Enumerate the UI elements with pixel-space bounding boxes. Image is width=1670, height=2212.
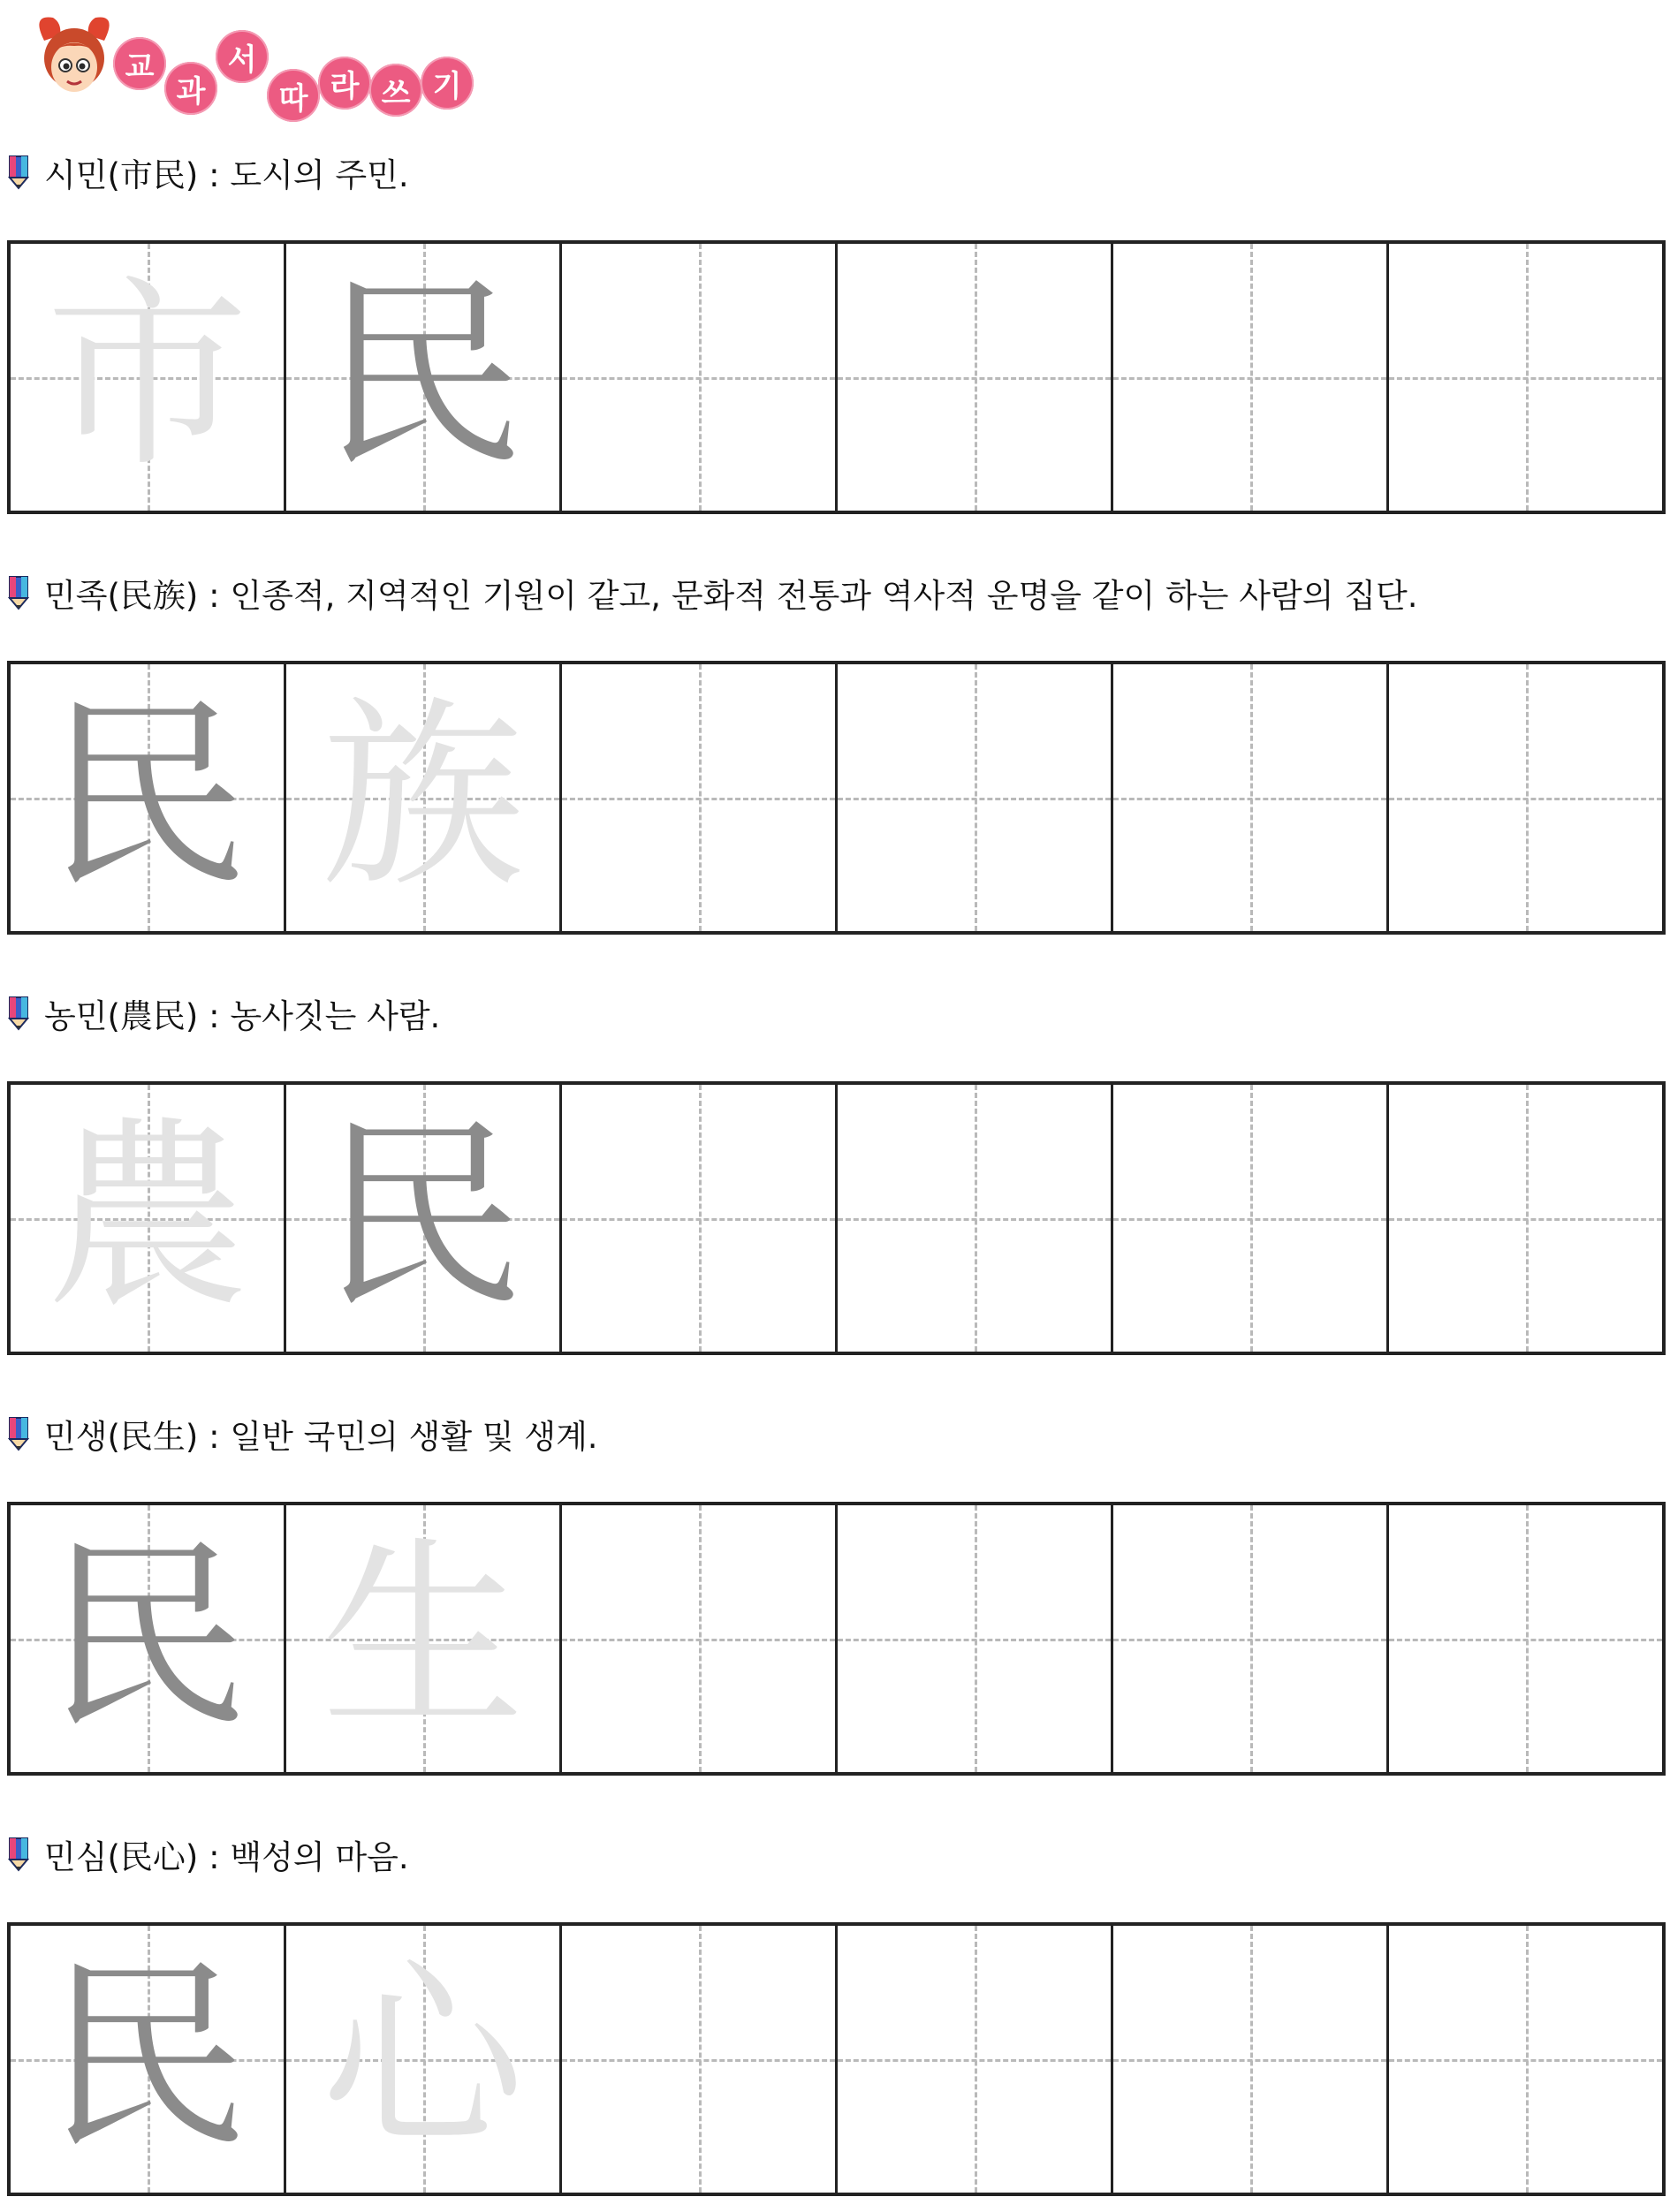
hanja-character: 民 [45,1520,249,1756]
hanja-character: 民 [321,259,525,495]
practice-cell[interactable] [1113,1505,1389,1772]
horizontal-guide-line [1113,2059,1386,2062]
practice-cell[interactable] [1113,664,1389,931]
horizontal-guide-line [562,798,835,800]
hanja-character: 生 [321,1520,525,1756]
term-text: 농민(農民) : 농사짓는 사람. [44,997,441,1035]
girl-mascot-icon [27,5,124,102]
model-character-cell [11,1085,286,1352]
header-title-char: 서 [216,30,269,83]
header-title-char: 따 [267,69,320,122]
practice-cell[interactable] [1113,1085,1389,1352]
practice-cell[interactable] [1389,1926,1662,2193]
practice-cell[interactable] [562,664,838,931]
practice-cell[interactable] [838,1926,1113,2193]
pencil-icon [7,996,30,1031]
term-text: 민생(民生) : 일반 국민의 생활 및 생계. [44,1418,598,1456]
horizontal-guide-line [838,1639,1111,1641]
horizontal-guide-line [562,1218,835,1221]
practice-cell[interactable] [562,244,838,511]
term-definition [7,991,440,1035]
term-definition [7,150,409,194]
hanja-character: 族 [321,679,525,915]
model-character-cell [286,664,562,931]
header-title-char: 기 [421,57,474,110]
pencil-icon [7,575,30,610]
practice-cell[interactable] [838,1085,1113,1352]
hanja-character: 心 [321,1941,525,2177]
pencil-icon [7,1837,30,1872]
pencil-icon [7,1416,30,1451]
term-definition [7,1832,409,1876]
writing-grid [7,1922,1666,2196]
hanja-character: 民 [45,1941,249,2177]
term-text: 민족(民族) : 인종적, 지역적인 기원이 같고, 문화적 전통과 역사적 운명을 같이 하는 사람의 집단. [44,577,1418,615]
practice-cell[interactable] [1389,244,1662,511]
term-definition [7,1412,598,1456]
model-character-cell [11,664,286,931]
horizontal-guide-line [562,377,835,380]
model-character-cell [11,1926,286,2193]
worksheet-header [27,5,486,120]
practice-cell[interactable] [1113,1926,1389,2193]
hanja-character: 民 [321,1100,525,1336]
horizontal-guide-line [1389,1218,1662,1221]
horizontal-guide-line [1389,798,1662,800]
header-title-char: 쓰 [369,64,422,117]
practice-cell[interactable] [1389,1085,1662,1352]
model-character-cell [11,244,286,511]
practice-cell[interactable] [562,1085,838,1352]
writing-grid [7,240,1666,514]
practice-cell[interactable] [838,664,1113,931]
horizontal-guide-line [1113,1639,1386,1641]
horizontal-guide-line [838,2059,1111,2062]
horizontal-guide-line [1389,1639,1662,1641]
horizontal-guide-line [562,2059,835,2062]
practice-cell[interactable] [838,244,1113,511]
horizontal-guide-line [838,798,1111,800]
horizontal-guide-line [838,377,1111,380]
practice-cell[interactable] [1113,244,1389,511]
hanja-character: 農 [45,1100,249,1336]
hanja-character: 市 [45,259,249,495]
term-definition [7,571,1417,615]
practice-cell[interactable] [562,1505,838,1772]
header-title-char: 과 [164,62,217,115]
model-character-cell [286,1505,562,1772]
horizontal-guide-line [838,1218,1111,1221]
practice-cell[interactable] [838,1505,1113,1772]
practice-cell[interactable] [562,1926,838,2193]
term-text: 시민(市民) : 도시의 주민. [44,156,409,194]
writing-grid [7,661,1666,935]
term-text: 민심(民心) : 백성의 마음. [44,1838,409,1876]
model-character-cell [286,1085,562,1352]
header-title-char: 라 [318,57,371,110]
pencil-icon [7,155,30,190]
header-title-char: 교 [113,37,166,90]
model-character-cell [286,1926,562,2193]
practice-cell[interactable] [1389,664,1662,931]
model-character-cell [11,1505,286,1772]
practice-cell[interactable] [1389,1505,1662,1772]
horizontal-guide-line [562,1639,835,1641]
writing-grid [7,1502,1666,1776]
horizontal-guide-line [1389,2059,1662,2062]
hanja-character: 民 [45,679,249,915]
horizontal-guide-line [1389,377,1662,380]
writing-grid [7,1081,1666,1355]
horizontal-guide-line [1113,377,1386,380]
horizontal-guide-line [1113,1218,1386,1221]
horizontal-guide-line [1113,798,1386,800]
model-character-cell [286,244,562,511]
